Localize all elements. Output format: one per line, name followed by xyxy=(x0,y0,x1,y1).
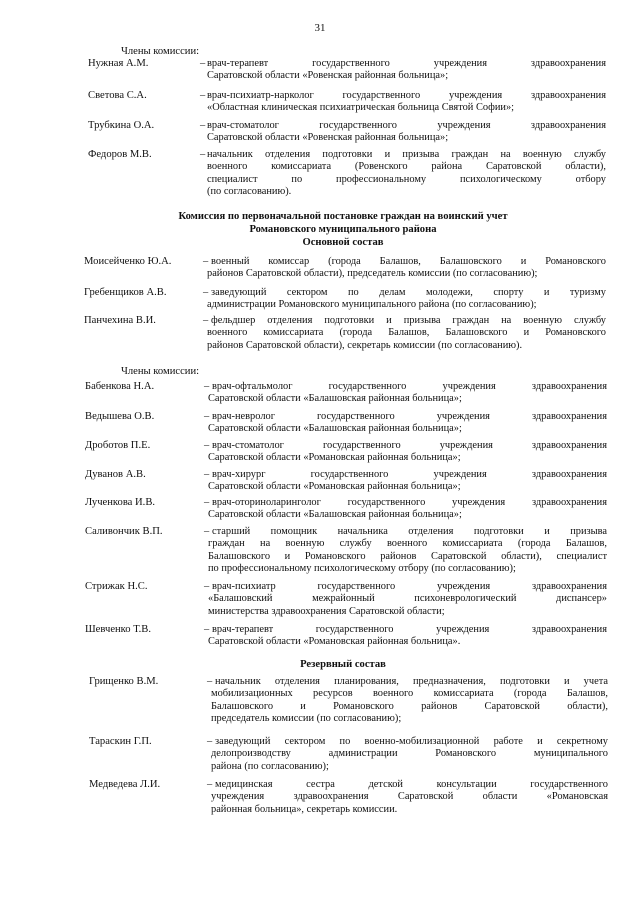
position-line: «Балашовский межрайонный психоневрологический диспансер» xyxy=(208,593,607,605)
person-name: Лученкова И.В. xyxy=(85,497,156,508)
entry-dash: – xyxy=(203,315,209,326)
commission-title-line2: Романовского муниципального района xyxy=(249,224,437,235)
position-line: района (по согласованию); xyxy=(211,760,329,772)
members-label-top: Члены комиссии: xyxy=(121,46,200,57)
person-name: Стрижак Н.С. xyxy=(85,581,148,592)
person-name: Дроботов П.Е. xyxy=(85,440,151,451)
position-line: по профессиональному психологическому отбору (по согласованию); xyxy=(208,563,516,575)
reserve-composition-title: Резервный состав xyxy=(300,659,386,670)
person-position xyxy=(208,411,607,436)
position-line: военного комиссариата (Ровенского района Саратовской области), xyxy=(207,161,606,173)
position-line: Саратовской области «Ровенская районная больница»; xyxy=(207,70,449,82)
person-position xyxy=(207,149,606,199)
person-position xyxy=(207,58,606,83)
position-line: мобилизационных ресурсов военного комиссариата (города Балашов, xyxy=(211,688,608,700)
commission-title-line1: Комиссия по первоначальной постановке граждан на воинский учет xyxy=(178,211,508,222)
person-name: Медведева Л.И. xyxy=(89,779,161,790)
position-line: районов Саратовской области), секретарь комиссии (по согласованию). xyxy=(207,339,523,351)
entry-dash: – xyxy=(204,411,210,422)
page-number: 31 xyxy=(314,22,326,34)
position-line: врач-невролог государственного учреждения здравоохранения xyxy=(212,411,607,422)
entry-dash: – xyxy=(207,779,213,790)
entry-dash: – xyxy=(204,497,210,508)
position-line: специалист по профессиональному психологическому отбору xyxy=(207,173,606,185)
entry-dash: – xyxy=(204,469,210,480)
position-line: старший помощник начальника отделения подготовки и призыва xyxy=(212,526,607,537)
entry-dash: – xyxy=(204,440,210,451)
position-line: Саратовской области «Романовская районная больница». xyxy=(208,636,461,648)
entry-dash: – xyxy=(204,526,210,537)
person-position xyxy=(208,497,607,522)
person-name: Шевченко Т.В. xyxy=(85,624,152,635)
person-name: Дуванов А.В. xyxy=(85,469,146,480)
person-position xyxy=(211,736,608,773)
entry-dash: – xyxy=(207,736,213,747)
person-name: Бабенкова Н.А. xyxy=(85,381,155,392)
person-position xyxy=(207,256,606,281)
main-composition-title: Основной состав xyxy=(302,237,384,248)
entry-dash: – xyxy=(203,256,209,267)
person-position xyxy=(207,287,606,312)
entry-dash: – xyxy=(200,58,206,69)
person-position xyxy=(207,315,606,352)
position-line: Саратовской области «Балашовская районная больница»; xyxy=(208,509,462,521)
position-line: Саратовской области «Балашовская районная больница»; xyxy=(208,393,462,405)
position-line: врач-терапевт государственного учреждения здравоохранения xyxy=(212,624,607,635)
person-position xyxy=(211,779,608,816)
person-position xyxy=(208,381,607,406)
entry-dash: – xyxy=(207,676,213,687)
position-line: районов Саратовской области), председатель комиссии (по согласованию); xyxy=(207,268,538,280)
person-name: Трубкина О.А. xyxy=(88,120,155,131)
position-line: учреждения здравоохранения Саратовской области «Романовская xyxy=(211,791,608,803)
position-line: врач-психиатр государственного учреждения здравоохранения xyxy=(212,581,607,592)
person-position xyxy=(208,469,607,494)
members-label: Члены комиссии: xyxy=(121,366,200,377)
position-line: граждан на военную службу военного комиссариата (города Балашов, xyxy=(208,538,607,550)
person-name: Светова С.А. xyxy=(88,90,147,101)
position-line: врач-терапевт государственного учреждения здравоохранения xyxy=(207,58,606,69)
position-line: районная больница», секретарь комиссии. xyxy=(211,803,398,815)
entry-dash: – xyxy=(204,381,210,392)
position-line: заведующий сектором по делам молодежи, спорту и туризму xyxy=(211,287,606,298)
position-line: врач-офтальмолог государственного учреждения здравоохранения xyxy=(212,381,607,392)
person-name: Моисейченко Ю.А. xyxy=(84,256,172,267)
position-line: Саратовской области «Балашовская районная больница»; xyxy=(208,423,462,435)
position-line: военного комиссариата (города Балашов, Балашовского и Романовского xyxy=(207,327,606,339)
entry-dash: – xyxy=(200,120,206,131)
position-line: врач-хирург государственного учреждения здравоохранения xyxy=(212,469,607,480)
position-line: «Областная клиническая психиатрическая больница Святой Софии»; xyxy=(207,102,515,114)
position-line: Саратовской области «Романовская районная больница»; xyxy=(208,452,461,464)
entry-dash: – xyxy=(203,287,209,298)
person-position xyxy=(208,440,607,465)
position-line: военный комиссар (города Балашов, Балашовского и Романовского xyxy=(211,256,606,267)
position-line: Балашовского и Романовского районов Саратовской области), xyxy=(211,700,608,712)
position-line: фельдшер отделения подготовки и призыва граждан на военную службу xyxy=(211,315,606,326)
position-line: министерства здравоохранения Саратовской области; xyxy=(208,605,445,617)
position-line: начальник отделения подготовки и призыва граждан на военную службу xyxy=(207,149,606,160)
person-position xyxy=(211,676,608,726)
position-line: врач-стоматолог государственного учреждения здравоохранения xyxy=(207,120,606,131)
position-line: врач-оториноларинголог государственного учреждения здравоохранения xyxy=(212,497,607,508)
person-position xyxy=(208,624,607,649)
position-line: врач-стоматолог государственного учреждения здравоохранения xyxy=(212,440,607,451)
position-line: врач-психиатр-нарколог государственного учреждения здравоохранения xyxy=(207,90,606,101)
position-line: медицинская сестра детской консультации государственного xyxy=(215,779,608,790)
person-position xyxy=(207,90,606,115)
position-line: председатель комиссии (по согласованию); xyxy=(211,713,402,725)
position-line: заведующий сектором по военно-мобилизационной работе и секретному xyxy=(215,736,608,747)
person-name: Панчехина В.И. xyxy=(84,315,156,326)
position-line: администрации Романовского муниципального района (по согласованию); xyxy=(207,299,537,311)
person-name: Саливончик В.П. xyxy=(85,526,163,537)
position-line: Саратовской области «Ровенская районная больница»; xyxy=(207,132,449,144)
position-line: Саратовской области «Романовская районная больница»; xyxy=(208,481,461,493)
person-position xyxy=(208,526,607,576)
entry-dash: – xyxy=(204,624,210,635)
entry-dash: – xyxy=(204,581,210,592)
entry-dash: – xyxy=(200,90,206,101)
position-line: Балашовского и Романовского районов Саратовской области), специалист xyxy=(208,550,607,562)
person-name: Ведышева О.В. xyxy=(85,411,155,422)
person-name: Грищенко В.М. xyxy=(89,676,159,687)
person-name: Тараскин Г.П. xyxy=(89,736,152,747)
position-line: делопроизводству администрации Романовского муниципального xyxy=(211,748,608,760)
position-line: начальник отделения планирования, предназначения, подготовки и учета xyxy=(215,676,608,687)
person-position xyxy=(208,581,607,618)
person-name: Гребенщиков А.В. xyxy=(84,287,167,298)
position-line: (по согласованию). xyxy=(207,186,292,198)
person-name: Федоров М.В. xyxy=(88,149,152,160)
person-position xyxy=(207,120,606,145)
entry-dash: – xyxy=(200,149,206,160)
person-name: Нужная А.М. xyxy=(88,58,149,69)
